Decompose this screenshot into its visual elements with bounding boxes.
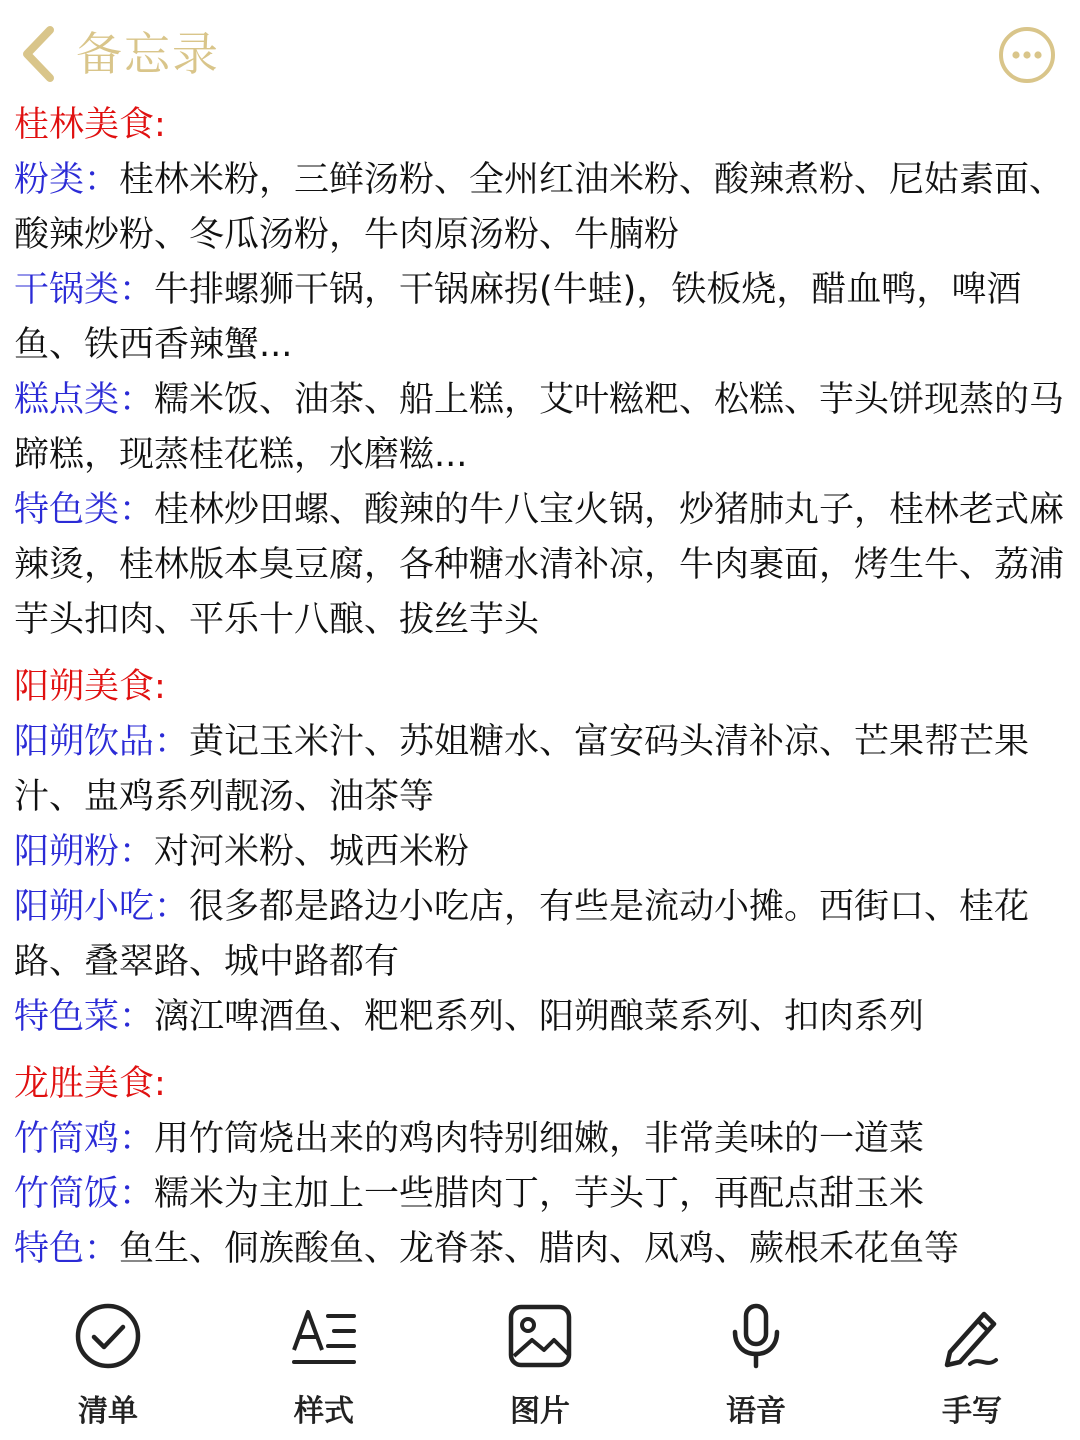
note-line [14,263,1070,373]
handwriting-button[interactable] [864,1290,1080,1440]
note-line [14,483,1070,648]
note-line [14,153,1070,263]
note-line [14,373,1070,483]
category-text: 鱼生、侗族酸鱼、龙脊茶、腊肉、凤鸡、蕨根禾花鱼等 [119,1229,960,1269]
checklist-icon [70,1298,146,1374]
image-label: 图片 [510,1394,570,1429]
section-gap [14,1045,1070,1057]
note-line [14,715,1070,825]
category-label: 特色菜： [14,997,155,1037]
page-title: 备忘录 [76,27,220,81]
back-button[interactable] [8,22,68,86]
text-style-label: 样式 [294,1394,354,1429]
category-text: 用竹筒烧出来的鸡肉特别细嫩，非常美味的一道菜 [154,1119,925,1159]
category-label: 竹筒饭： [14,1174,155,1214]
category-text: 牛排螺狮干锅，干锅麻拐(牛蛙)，铁板烧，醋血鸭，啤酒鱼、铁西香辣蟹... [14,270,1022,365]
category-label: 特色类： [14,490,155,530]
category-text: 对河米粉、城西米粉 [154,832,470,872]
category-text: 黄记玉米汁、苏姐糖水、富安码头清补凉、芒果帮芒果汁、盅鸡系列靓汤、油茶等 [14,722,1030,817]
voice-label: 语音 [726,1394,786,1429]
category-text: 桂林米粉，三鲜汤粉、全州红油米粉、酸辣煮粉、尼姑素面、酸辣炒粉、冬瓜汤粉，牛肉原汤粉、牛腩粉 [14,160,1065,255]
header-bar [0,0,1080,105]
handwriting-label: 手写 [942,1394,1002,1429]
section-gap [14,648,1070,660]
category-text: 糯米为主加上一些腊肉丁，芋头丁，再配点甜玉米 [154,1174,925,1214]
category-label: 阳朔小吃： [14,887,190,927]
note-line [14,880,1070,990]
checklist-button[interactable] [0,1290,216,1440]
image-button[interactable] [432,1290,648,1440]
microphone-icon [718,1298,794,1374]
more-horizontal-icon [998,26,1056,84]
category-text: 糯米饭、油茶、船上糕，艾叶糍粑、松糕、芋头饼现蒸的马蹄糕，现蒸桂花糕，水磨糍... [14,380,1065,475]
category-label: 糕点类： [14,380,155,420]
note-content[interactable] [14,98,1070,1277]
category-label: 特色： [14,1229,120,1269]
section-heading-guilin: 桂林美食: [14,105,166,145]
category-text: 漓江啤酒鱼、粑粑系列、阳朔酿菜系列、扣肉系列 [154,997,925,1037]
note-line [14,1167,1070,1222]
category-label: 阳朔粉： [14,832,155,872]
text-style-icon [286,1298,362,1374]
text-style-button[interactable] [216,1290,432,1440]
pen-icon [934,1298,1010,1374]
checklist-label: 清单 [78,1394,138,1429]
category-text: 很多都是路边小吃店，有些是流动小摊。西街口、桂花路、叠翠路、城中路都有 [14,887,1030,982]
category-label: 竹筒鸡： [14,1119,155,1159]
section-heading-longsheng: 龙胜美食: [14,1064,166,1104]
more-button[interactable] [998,26,1056,84]
note-line [14,1222,1070,1277]
category-label: 干锅类： [14,270,155,310]
note-line [14,990,1070,1045]
section-heading-yangshuo: 阳朔美食: [14,667,166,707]
image-icon [502,1298,578,1374]
category-label: 粉类： [14,160,120,200]
bottom-toolbar [0,1290,1080,1440]
chevron-left-icon [18,24,58,84]
category-label: 阳朔饮品： [14,722,190,762]
voice-button[interactable] [648,1290,864,1440]
category-text: 桂林炒田螺、酸辣的牛八宝火锅，炒猪肺丸子，桂林老式麻辣烫，桂林版本臭豆腐，各种糖水清补凉，牛肉裹面，烤生牛、荔浦芋头扣肉、平乐十八酿、拔丝芋头 [14,490,1065,640]
note-line [14,825,1070,880]
note-line [14,1112,1070,1167]
